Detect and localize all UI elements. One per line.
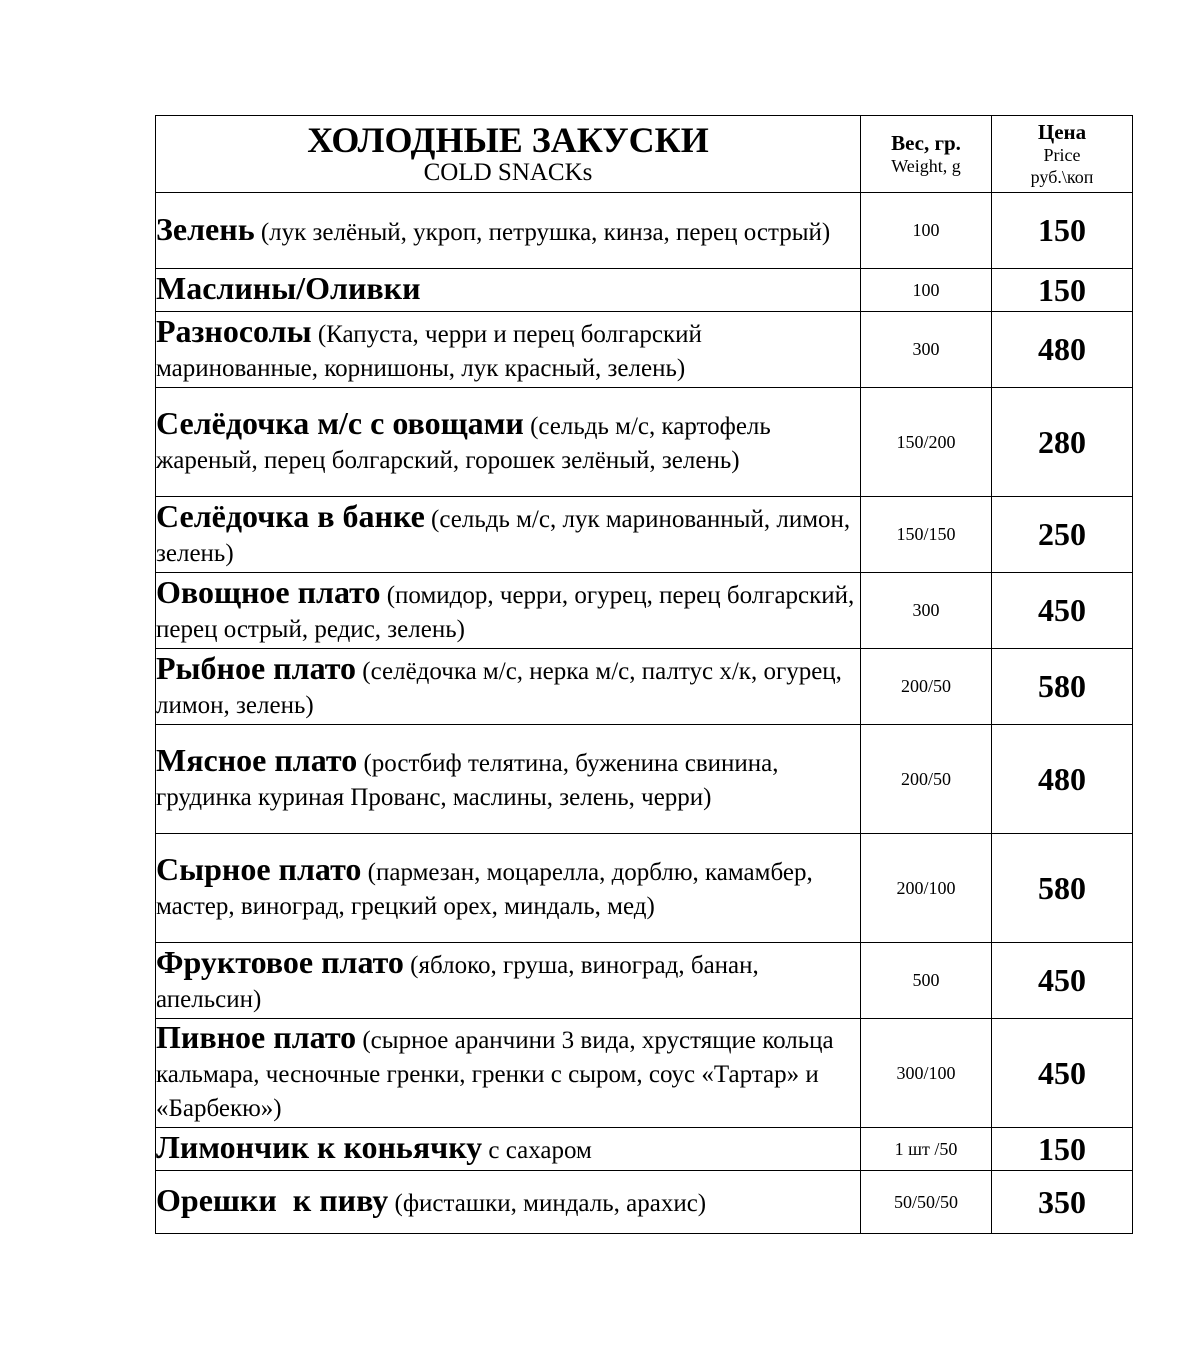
item-name: Маслины/Оливки [156, 270, 421, 306]
item-name: Зелень [156, 210, 255, 247]
menu-row [156, 943, 1133, 1019]
price-header-unit: руб.\коп [1030, 167, 1094, 187]
menu-row [156, 1128, 1133, 1171]
item-price: 450 [992, 1019, 1133, 1128]
weight-header-cell [861, 116, 992, 193]
item-description: (сырное аранчини 3 вида, хрустящие кольца кальмара, чесночные гренки, гренки с сыром, соус «Тартар» и «Барбекю») [156, 1027, 834, 1122]
item-price: 580 [992, 834, 1133, 943]
item-cell [156, 649, 861, 725]
item-cell [156, 269, 861, 312]
item-weight: 100 [861, 193, 992, 269]
weight-header-ru: Вес, гр. [891, 131, 961, 155]
item-price: 150 [992, 1128, 1133, 1171]
item-price: 450 [992, 573, 1133, 649]
item-cell [156, 1019, 861, 1128]
menu-row [156, 269, 1133, 312]
item-cell [156, 834, 861, 943]
menu-row [156, 834, 1133, 943]
item-description: с сахаром [482, 1137, 592, 1164]
price-header-cell [992, 116, 1133, 193]
item-name: Орешки к пиву [156, 1182, 389, 1218]
item-cell [156, 312, 861, 388]
item-weight: 1 шт /50 [861, 1128, 992, 1171]
item-description: (сельдь м/с, лук маринованный, лимон, зелень) [156, 505, 851, 567]
weight-header-en: Weight, g [891, 156, 961, 176]
item-name: Мясное плато [156, 742, 358, 778]
item-weight: 200/100 [861, 834, 992, 943]
item-cell [156, 1171, 861, 1234]
menu-row [156, 497, 1133, 573]
item-weight: 150/200 [861, 388, 992, 497]
item-price: 150 [992, 269, 1133, 312]
item-weight: 200/50 [861, 649, 992, 725]
item-description: (Капуста, черри и перец болгарский маринованные, корнишоны, лук красный, зелень) [156, 320, 702, 382]
item-weight: 150/150 [861, 497, 992, 573]
item-name: Лимончик к коньячку [156, 1129, 483, 1165]
cold-snacks-menu-table [155, 115, 1133, 1234]
item-weight: 300 [861, 573, 992, 649]
item-price: 480 [992, 725, 1133, 834]
item-weight: 100 [861, 269, 992, 312]
item-cell [156, 1128, 861, 1171]
item-cell [156, 193, 861, 269]
item-description: (селёдочка м/с, нерка м/с, палтус х/к, огурец, лимон, зелень) [156, 657, 842, 719]
menu-header-row [156, 116, 1133, 193]
item-weight: 300 [861, 312, 992, 388]
item-description: (лук зелёный, укроп, петрушка, кинза, перец острый) [254, 218, 831, 246]
item-price: 280 [992, 388, 1133, 497]
item-description: (сельдь м/с, картофель жареный, перец болгарский, горошек зелёный, зелень) [156, 413, 771, 474]
item-cell [156, 388, 861, 497]
item-name: Рыбное плато [156, 649, 357, 686]
menu-row [156, 312, 1133, 388]
item-cell [156, 943, 861, 1019]
item-cell [156, 497, 861, 573]
item-price: 150 [992, 193, 1133, 269]
item-name: Селёдочка м/с с овощами [156, 405, 524, 441]
item-name: Фруктовое плато [156, 943, 404, 980]
menu-row [156, 388, 1133, 497]
item-description: (яблоко, груша, виноград, банан, апельсин) [156, 951, 759, 1013]
price-header-ru: Цена [1037, 120, 1087, 144]
item-description: (пармезан, моцарелла, дорблю, камамбер, мастер, виноград, грецкий орех, миндаль, мед) [156, 859, 813, 920]
item-cell [156, 573, 861, 649]
item-description: (ростбиф телятина, буженина свинина, грудинка куриная Прованс, маслины, зелень, черри) [156, 750, 779, 811]
item-price: 480 [992, 312, 1133, 388]
menu-subtitle: COLD SNACKs [423, 159, 593, 186]
item-name: Овощное плато [156, 573, 381, 610]
item-price: 450 [992, 943, 1133, 1019]
item-name: Пивное плато [156, 1019, 357, 1055]
item-weight: 500 [861, 943, 992, 1019]
item-cell [156, 725, 861, 834]
item-description: (помидор, черри, огурец, перец болгарский, перец острый, редис, зелень) [156, 581, 855, 643]
menu-row [156, 725, 1133, 834]
item-price: 350 [992, 1171, 1133, 1234]
menu-row [156, 193, 1133, 269]
menu-row [156, 573, 1133, 649]
item-price: 250 [992, 497, 1133, 573]
item-description: (фисташки, миндаль, арахис) [388, 1190, 707, 1217]
menu-title-cell [156, 116, 861, 193]
item-name: Селёдочка в банке [156, 497, 425, 534]
item-price: 580 [992, 649, 1133, 725]
item-name: Сырное плато [156, 851, 362, 887]
menu-row [156, 1171, 1133, 1234]
menu-title: ХОЛОДНЫЕ ЗАКУСКИ [307, 120, 709, 160]
item-weight: 200/50 [861, 725, 992, 834]
item-name: Разносолы [156, 312, 312, 349]
menu-row [156, 649, 1133, 725]
item-weight: 300/100 [861, 1019, 992, 1128]
item-weight: 50/50/50 [861, 1171, 992, 1234]
price-header-en: Price [1043, 145, 1081, 165]
menu-row [156, 1019, 1133, 1128]
